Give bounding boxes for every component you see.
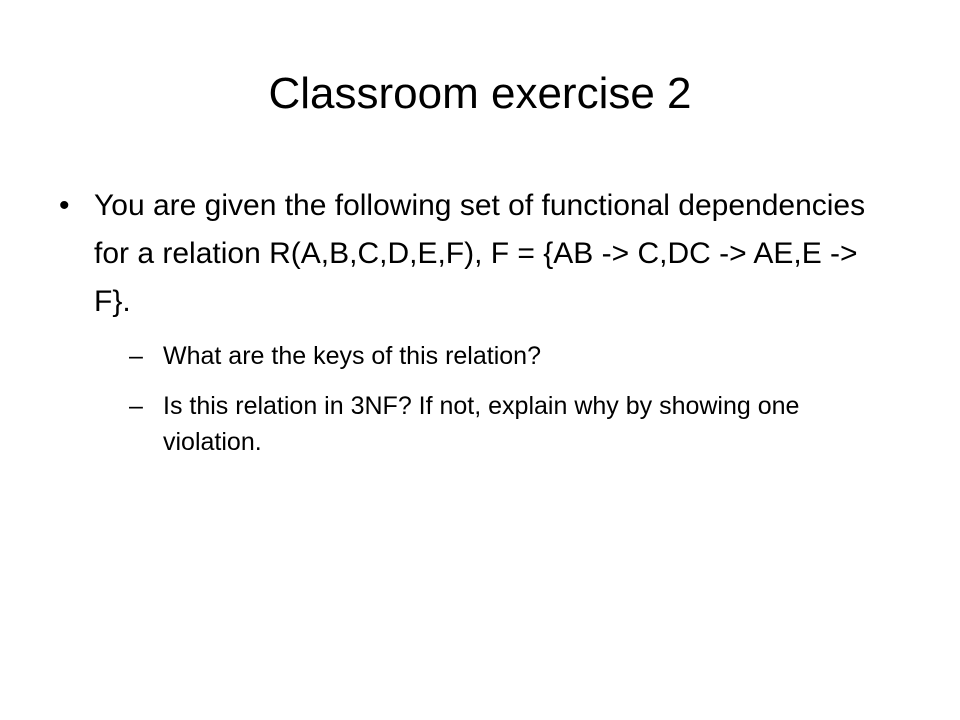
sub-bullet-item bbox=[129, 388, 829, 460]
sub-bullet-item bbox=[129, 338, 829, 374]
bullet-text: You are given the following set of functional dependencies for a relation R(A,B,C,D,E,F), F = {AB -> C,DC -> AE,E -> F}. bbox=[94, 189, 866, 318]
sub-bullet-text: What are the keys of this relation? bbox=[163, 342, 541, 370]
dash-marker-icon: – bbox=[129, 392, 143, 420]
bullet-item bbox=[59, 182, 879, 326]
sub-bullet-list bbox=[129, 338, 829, 474]
sub-bullet-text: Is this relation in 3NF? If not, explain why by showing one violation. bbox=[163, 392, 800, 456]
bullet-dot-icon: • bbox=[59, 189, 70, 222]
dash-marker-icon: – bbox=[129, 342, 143, 370]
slide-title: Classroom exercise 2 bbox=[268, 69, 692, 118]
bullet-list bbox=[59, 182, 879, 326]
